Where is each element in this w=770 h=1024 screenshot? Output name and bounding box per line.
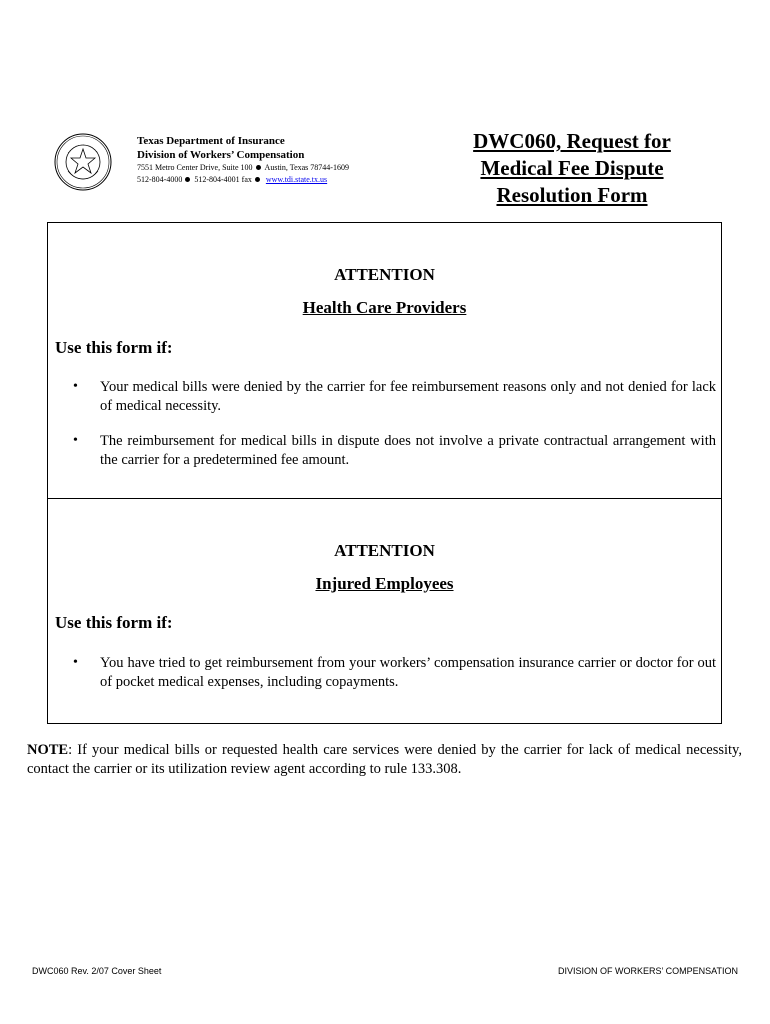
agency-contact bbox=[137, 174, 327, 185]
use-form-label: Use this form if: bbox=[55, 338, 173, 357]
agency-division: Division of Workers’ Compensation bbox=[137, 149, 305, 161]
list-item-text: Your medical bills were denied by the carrier for fee reimbursement reasons only and not denied for lack of medical necessity. bbox=[100, 379, 716, 414]
list-item bbox=[73, 378, 716, 415]
audience-heading: Injured Employees bbox=[315, 574, 454, 593]
use-form-label: Use this form if: bbox=[55, 613, 173, 632]
form-title-line-2: Medical Fee Dispute bbox=[480, 156, 664, 180]
texas-state-seal-icon bbox=[54, 133, 112, 191]
note-label: NOTE bbox=[27, 742, 69, 758]
address-street: 7551 Metro Center Drive, Suite 100 bbox=[137, 163, 253, 172]
form-title-line-3: Resolution Form bbox=[496, 183, 648, 207]
employees-section bbox=[47, 498, 722, 724]
attention-heading: ATTENTION bbox=[334, 541, 435, 560]
note-text: : If your medical bills or requested health care services were denied by the carrier for lack of medical necessity, contact the carrier or its utilization review agent according to rule 133.308. bbox=[27, 742, 742, 777]
list-item bbox=[73, 654, 716, 691]
list-item-text: The reimbursement for medical bills in dispute does not involve a private contractual arrangement with the carrier for a predetermined fee amount. bbox=[100, 433, 716, 468]
list-item bbox=[73, 432, 716, 469]
website-link[interactable]: www.tdi.state.tx.us bbox=[265, 175, 328, 184]
agency-address bbox=[137, 162, 349, 173]
separator-dot-icon bbox=[185, 177, 190, 182]
agency-name: Texas Department of Insurance bbox=[137, 135, 285, 147]
form-title-line-1: DWC060, Request for bbox=[473, 129, 671, 153]
note-paragraph bbox=[27, 741, 742, 779]
separator-dot-icon bbox=[256, 165, 261, 170]
separator-dot-icon bbox=[255, 177, 260, 182]
address-city: Austin, Texas 78744-1609 bbox=[264, 163, 349, 172]
fax-number: 512-804-4001 fax bbox=[194, 175, 252, 184]
footer-division: DIVISION OF WORKERS’ COMPENSATION bbox=[557, 966, 738, 976]
attention-heading: ATTENTION bbox=[334, 265, 435, 284]
phone-number: 512-804-4000 bbox=[137, 175, 183, 184]
footer-form-id: DWC060 Rev. 2/07 Cover Sheet bbox=[32, 966, 162, 976]
list-item-text: You have tried to get reimbursement from your workers’ compensation insurance carrier or doctor for out of pocket medical expenses, including copayments. bbox=[100, 655, 716, 690]
providers-section bbox=[47, 222, 722, 499]
bullet-icon: • bbox=[73, 433, 78, 448]
audience-heading: Health Care Providers bbox=[302, 298, 467, 317]
form-title bbox=[440, 128, 704, 209]
bullet-icon: • bbox=[73, 655, 78, 670]
bullet-icon: • bbox=[73, 379, 78, 394]
